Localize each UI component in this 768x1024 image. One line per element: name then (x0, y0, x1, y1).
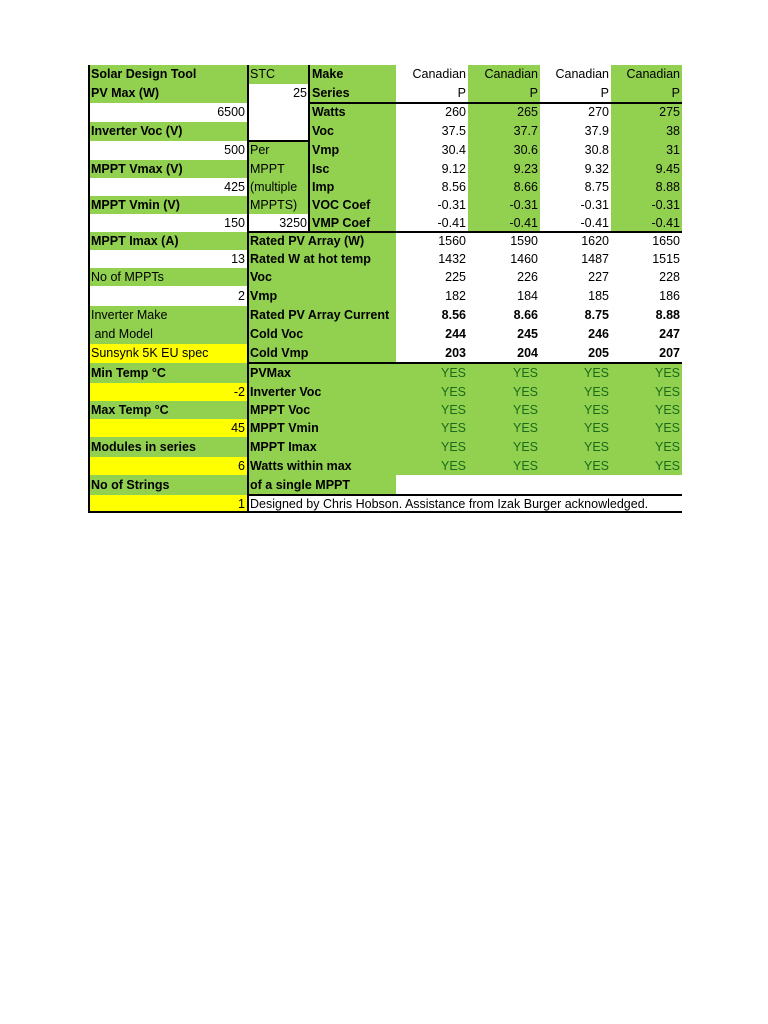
panel-vmp: 30.8 (540, 141, 611, 160)
mppt-imax-input[interactable]: 13 (89, 250, 247, 268)
panel-vmp: 31 (611, 141, 682, 160)
panel-cold-voc: 246 (540, 324, 611, 344)
modules-series-label: Modules in series (89, 437, 247, 457)
panel-series: P (611, 84, 682, 103)
footer-credit: Designed by Chris Hobson. Assistance from Izak Burger acknowledged. (248, 495, 682, 513)
mppt-vmin-label: MPPT Vmin (V) (89, 196, 247, 214)
panel-check-watts-within: YES (468, 457, 540, 475)
row-label-imp: Imp (310, 178, 396, 196)
border-line (88, 511, 249, 513)
mppt-imax-label: MPPT Imax (A) (89, 232, 247, 250)
stc-label: STC (248, 65, 309, 84)
panel-rated-array: 1590 (468, 232, 540, 250)
row-label-voc: Voc (310, 122, 396, 141)
border-line (88, 65, 90, 513)
panel-cold-vmp: 205 (540, 344, 611, 363)
panel-check-mppt-vmin: YES (540, 419, 611, 437)
panel-isc: 9.12 (396, 160, 468, 178)
panel-voc: 37.5 (396, 122, 468, 141)
row-label-vmp: Vmp (310, 141, 396, 160)
panel-cold-vmp: 204 (468, 344, 540, 363)
panel-check-watts-within: YES (396, 457, 468, 475)
panel-rated-hot: 1487 (540, 250, 611, 268)
panel-rated-array: 1620 (540, 232, 611, 250)
per-mppt-label-3: (multiple (248, 178, 309, 196)
mppt-vmax-label: MPPT Vmax (V) (89, 160, 247, 178)
panel-vmp-2: 186 (611, 286, 682, 306)
panel-check-pvmax: YES (468, 363, 540, 383)
panel-vmp-coef: -0.41 (611, 214, 682, 232)
panel-rated-hot: 1515 (611, 250, 682, 268)
panel-vmp-2: 182 (396, 286, 468, 306)
row-label-isc: Isc (310, 160, 396, 178)
panel-check-watts-within: YES (540, 457, 611, 475)
panel-make: Canadian (611, 65, 682, 84)
row-label-mppt-vmin: MPPT Vmin (248, 419, 396, 437)
panel-voc-coef: -0.31 (468, 196, 540, 214)
modules-series-input[interactable]: 6 (89, 457, 247, 475)
panel-voc: 37.9 (540, 122, 611, 141)
inverter-make-label-2: and Model (89, 324, 247, 344)
panel-voc-2: 228 (611, 268, 682, 286)
per-mppt-label-1: Per (248, 141, 309, 160)
max-temp-label: Max Temp °C (89, 401, 247, 419)
panel-imp: 8.66 (468, 178, 540, 196)
panel-rated-array: 1560 (396, 232, 468, 250)
panel-cold-voc: 247 (611, 324, 682, 344)
row-label-cold-vmp: Cold Vmp (248, 344, 396, 363)
panel-isc: 9.32 (540, 160, 611, 178)
mppt-vmin-input[interactable]: 150 (89, 214, 247, 232)
panel-check-pvmax: YES (540, 363, 611, 383)
row-label-pvmax: PVMax (248, 363, 396, 383)
mppt-vmax-input[interactable]: 425 (89, 178, 247, 196)
panel-vmp-2: 184 (468, 286, 540, 306)
panel-check-mppt-imax: YES (396, 437, 468, 457)
panel-voc-coef: -0.31 (396, 196, 468, 214)
panel-cold-vmp: 203 (396, 344, 468, 363)
panel-check-mppt-voc: YES (396, 401, 468, 419)
panel-check-watts-within: YES (611, 457, 682, 475)
panel-cold-vmp: 207 (611, 344, 682, 363)
panel-make: Canadian (468, 65, 540, 84)
per-mppt-label-4: MPPTS) (248, 196, 309, 214)
max-temp-input[interactable]: 45 (89, 419, 247, 437)
inverter-model-select[interactable]: Sunsynk 5K EU spec (89, 344, 247, 363)
panel-vmp-2: 185 (540, 286, 611, 306)
panel-check-inverter-voc: YES (611, 383, 682, 401)
panel-watts: 260 (396, 103, 468, 122)
min-temp-input[interactable]: -2 (89, 383, 247, 401)
panel-check-inverter-voc: YES (468, 383, 540, 401)
panel-series: P (396, 84, 468, 103)
inverter-voc-label: Inverter Voc (V) (89, 122, 247, 141)
panel-cold-voc: 245 (468, 324, 540, 344)
inverter-voc-input[interactable]: 500 (89, 141, 247, 160)
row-label-rated-current: Rated PV Array Current (248, 306, 396, 324)
row-label-watts-within: Watts within max (248, 457, 396, 475)
panel-imp: 8.56 (396, 178, 468, 196)
panel-voc-coef: -0.31 (540, 196, 611, 214)
panel-check-inverter-voc: YES (396, 383, 468, 401)
panel-imp: 8.88 (611, 178, 682, 196)
per-mppt-label-2: MPPT (248, 160, 309, 178)
num-strings-input[interactable]: 1 (89, 495, 247, 513)
border-line (248, 494, 682, 496)
panel-check-pvmax: YES (396, 363, 468, 383)
panel-vmp-coef: -0.41 (396, 214, 468, 232)
panel-check-mppt-imax: YES (611, 437, 682, 457)
panel-rated-hot: 1460 (468, 250, 540, 268)
border-line (308, 65, 310, 233)
row-label-series: Series (310, 84, 396, 103)
num-mppts-input[interactable]: 2 (89, 286, 247, 306)
panel-rated-current: 8.75 (540, 306, 611, 324)
border-line (248, 140, 310, 142)
panel-voc-coef: -0.31 (611, 196, 682, 214)
panel-check-inverter-voc: YES (540, 383, 611, 401)
border-line (248, 231, 682, 233)
panel-isc: 9.45 (611, 160, 682, 178)
panel-check-mppt-voc: YES (611, 401, 682, 419)
panel-check-mppt-imax: YES (468, 437, 540, 457)
num-strings-label: No of Strings (89, 475, 247, 495)
panel-voc-2: 225 (396, 268, 468, 286)
panel-watts: 270 (540, 103, 611, 122)
row-label-voc-coef: VOC Coef (310, 196, 396, 214)
row-label-rated-array: Rated PV Array (W) (248, 232, 396, 250)
panel-make: Canadian (540, 65, 611, 84)
row-label-mppt-voc: MPPT Voc (248, 401, 396, 419)
panel-series: P (468, 84, 540, 103)
row-label-inverter-voc: Inverter Voc (248, 383, 396, 401)
row-label-vmp-2: Vmp (248, 286, 396, 306)
panel-rated-current: 8.88 (611, 306, 682, 324)
min-temp-label: Min Temp °C (89, 363, 247, 383)
row-label-rated-hot: Rated W at hot temp (248, 250, 396, 268)
panel-watts: 275 (611, 103, 682, 122)
panel-voc-2: 226 (468, 268, 540, 286)
blank-cell (396, 475, 682, 495)
panel-voc: 37.7 (468, 122, 540, 141)
per-mppt-value: 3250 (248, 214, 309, 232)
inverter-make-label: Inverter Make (89, 306, 247, 324)
row-label-cold-voc: Cold Voc (248, 324, 396, 344)
panel-vmp: 30.4 (396, 141, 468, 160)
stc-spacer (248, 103, 309, 141)
row-label-single-mppt: of a single MPPT (248, 475, 396, 495)
num-mppts-label: No of MPPTs (89, 268, 247, 286)
row-label-mppt-imax: MPPT Imax (248, 437, 396, 457)
panel-isc: 9.23 (468, 160, 540, 178)
panel-rated-hot: 1432 (396, 250, 468, 268)
panel-check-mppt-vmin: YES (611, 419, 682, 437)
panel-vmp-coef: -0.41 (468, 214, 540, 232)
panel-check-mppt-voc: YES (540, 401, 611, 419)
panel-vmp: 30.6 (468, 141, 540, 160)
panel-voc: 38 (611, 122, 682, 141)
row-label-voc-2: Voc (248, 268, 396, 286)
row-label-vmp-coef: VMP Coef (310, 214, 396, 232)
border-line (309, 102, 682, 104)
pv-max-label: PV Max (W) (89, 84, 247, 103)
panel-check-mppt-vmin: YES (468, 419, 540, 437)
row-label-watts: Watts (310, 103, 396, 122)
panel-watts: 265 (468, 103, 540, 122)
panel-vmp-coef: -0.41 (540, 214, 611, 232)
panel-imp: 8.75 (540, 178, 611, 196)
panel-check-pvmax: YES (611, 363, 682, 383)
border-line (247, 65, 249, 513)
border-line (248, 511, 682, 513)
panel-rated-current: 8.66 (468, 306, 540, 324)
sheet-title: Solar Design Tool (89, 65, 247, 84)
panel-rated-array: 1650 (611, 232, 682, 250)
stc-input[interactable]: 25 (248, 84, 309, 103)
panel-make: Canadian (396, 65, 468, 84)
panel-cold-voc: 244 (396, 324, 468, 344)
row-label-make: Make (310, 65, 396, 84)
panel-check-mppt-imax: YES (540, 437, 611, 457)
panel-check-mppt-voc: YES (468, 401, 540, 419)
panel-check-mppt-vmin: YES (396, 419, 468, 437)
border-line (248, 362, 682, 364)
pv-max-input[interactable]: 6500 (89, 103, 247, 122)
panel-rated-current: 8.56 (396, 306, 468, 324)
panel-series: P (540, 84, 611, 103)
panel-voc-2: 227 (540, 268, 611, 286)
